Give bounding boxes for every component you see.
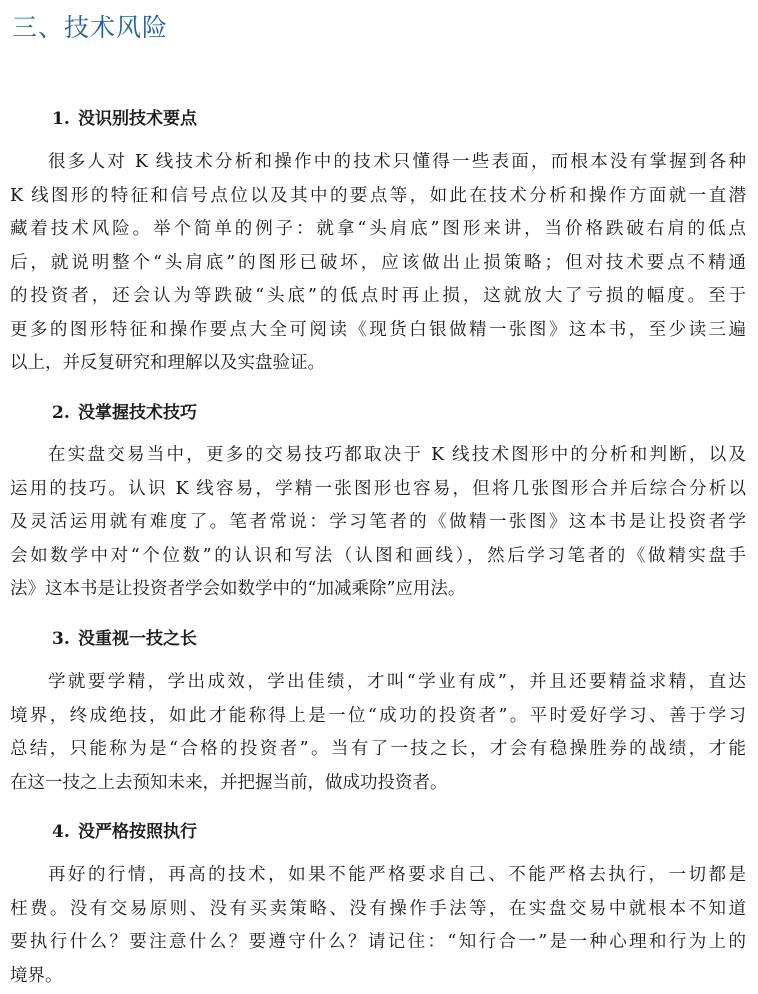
- paragraph-line: 的投资者，还会认为等跌破“头底”的低点时再止损，这就放大了亏损的幅度。至于: [10, 286, 746, 306]
- section-title: 三、技术风险: [12, 13, 169, 42]
- paragraph-line: 在这一技之上去预知未来，并把握当前，做成功投资者。: [10, 772, 448, 793]
- paragraph-line: 总结，只能称为是“合格的投资者”。当有了一技之长，才会有稳操胜券的战绩，才能: [10, 739, 746, 759]
- paragraph-line: 学就要学精，学出成效，学出佳绩，才叫“学业有成”，并且还要精益求精，直达: [48, 672, 746, 692]
- item-3-title: 没重视一技之长: [78, 629, 197, 649]
- paragraph-line: 及灵活运用就有难度了。笔者常说：学习笔者的《做精一张图》这本书是让投资者学: [10, 512, 746, 532]
- item-1-title: 没识别技术要点: [78, 109, 197, 129]
- item-1-number: 1.: [52, 109, 70, 129]
- item-2-paragraph: [10, 439, 746, 607]
- paragraph-line: 境界，终成绝技，如此才能称得上是一位“成功的投资者”。平时爱好学习、善于学习: [10, 705, 746, 726]
- item-1-heading: [52, 104, 197, 129]
- paragraph-line: 要执行什么？要注意什么？要遵守什么？请记住：“知行合一”是一种心理和行为上的: [10, 932, 746, 952]
- paragraph-line: 再好的行情，再高的技术，如果不能严格要求自己、不能严格去执行，一切都是: [48, 865, 746, 885]
- item-2-title: 没掌握技术技巧: [78, 403, 197, 423]
- paragraph-line: K 线图形的特征和信号点位以及其中的要点等，如此在技术分析和操作方面就一直潜: [10, 185, 746, 206]
- paragraph-line: 法》这本书是让投资者学会如数学中的“加减乘除”应用法。: [10, 579, 466, 599]
- item-2-heading: [52, 398, 197, 423]
- paragraph-line: 很多人对 K 线技术分析和操作中的技术只懂得一些表面，而根本没有掌握到各种: [48, 152, 746, 172]
- paragraph-line: 枉费。没有交易原则、没有买卖策略、没有操作手法等，在实盘交易中就根本不知道: [10, 898, 746, 919]
- item-1-paragraph: [10, 146, 746, 381]
- item-4-paragraph: [10, 859, 746, 993]
- paragraph-line: 藏着技术风险。举个简单的例子：就拿“头肩底”图形来讲，当价格跌破右肩的低点: [10, 219, 746, 239]
- item-4-number: 4.: [52, 822, 70, 842]
- item-3-paragraph: [10, 666, 746, 800]
- paragraph-line: 境界。: [10, 965, 63, 986]
- paragraph-line: 更多的图形特征和操作要点大全可阅读《现货白银做精一张图》这本书，至少读三遍: [10, 319, 746, 340]
- item-4-title: 没严格按照执行: [78, 822, 197, 842]
- item-3-heading: [52, 624, 197, 649]
- item-2-number: 2.: [52, 403, 70, 423]
- paragraph-line: 后，就说明整个“头肩底”的图形已破坏，应该做出止损策略；但对技术要点不精通: [10, 252, 746, 273]
- paragraph-line: 运用的技巧。认识 K 线容易，学精一张图形也容易，但将几张图形合并后综合分析以: [10, 478, 746, 499]
- paragraph-line: 在实盘交易当中，更多的交易技巧都取决于 K 线技术图形中的分析和判断，以及: [48, 445, 746, 465]
- item-4-heading: [52, 817, 197, 842]
- item-3-number: 3.: [52, 629, 70, 649]
- paragraph-line: 以上，并反复研究和理解以及实盘验证。: [10, 353, 325, 373]
- paragraph-line: 会如数学中对“个位数”的认识和写法（认图和画线），然后学习笔者的《做精实盘手: [10, 545, 746, 566]
